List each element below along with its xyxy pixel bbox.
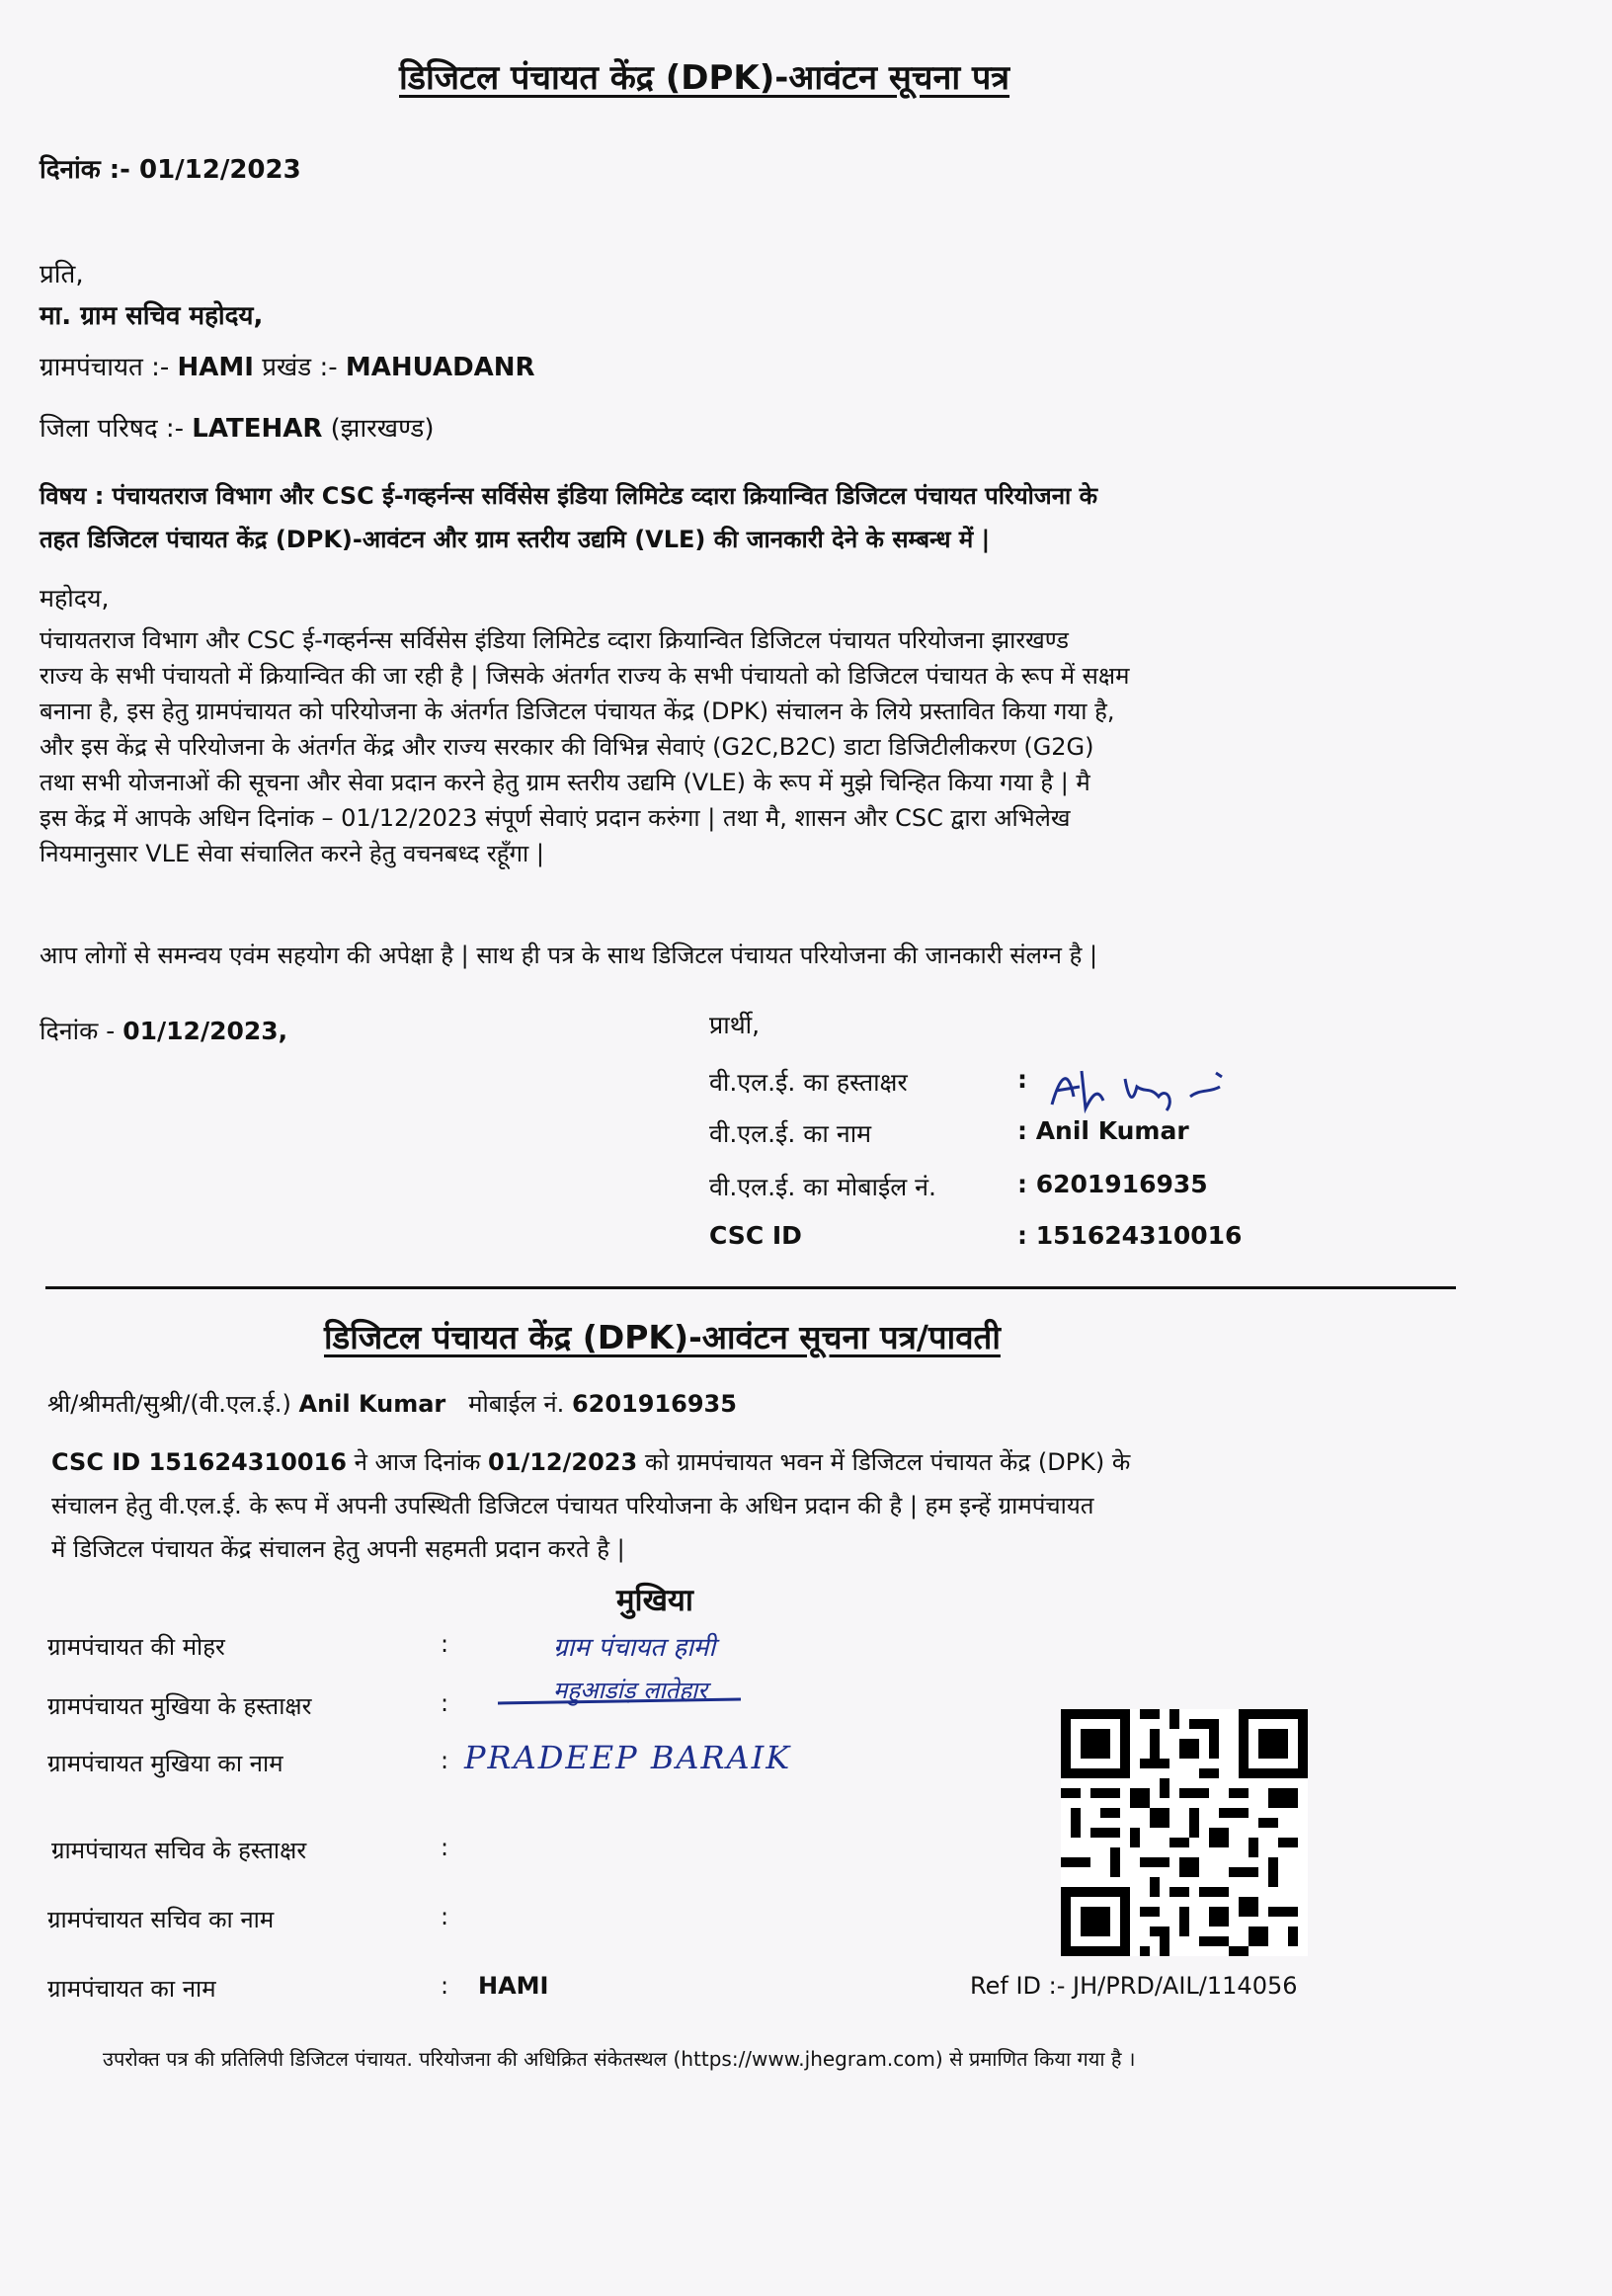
ref-id: Ref ID :- JH/PRD/AIL/114056 [970,1972,1298,2000]
qr-code [1061,1709,1308,1956]
vle-signature-label: वी.एल.ई. का हस्ताक्षर [709,1068,908,1097]
colon: : [441,1903,449,1930]
salutation: मा. ग्राम सचिव महोदय, [40,301,264,331]
block-value: MAHUADANR [345,353,535,382]
gp-name-value: HAMI [478,1972,549,2000]
greeting: महोदय, [40,584,110,613]
receipt-mobile-value: 6201916935 [571,1390,737,1418]
body-line: नियमानुसार VLE सेवा संचालित करने हेतु वचनबध्द रहूँगा | [40,840,544,867]
letter-date [40,150,301,186]
vle-name-value: : Anil Kumar [1017,1116,1189,1145]
subject-line-1: विषय : पंचायतराज विभाग और CSC ई-गव्हर्नन्स सर्विसेस इंडिया लिमिटेड व्दारा क्रियान्वित डिजिटल पंचायत परियोजना के [40,482,1098,510]
body-line: पंचायतराज विभाग और CSC ई-गव्हर्नन्स सर्विसेस इंडिया लिमिटेड व्दारा क्रियान्वित डिजिटल पंचायत परियोजना झारखण्ड [40,626,1070,654]
sachiv-name-label: ग्रामपंचायत सचिव का नाम [47,1906,275,1933]
gp-stamp-line-2: महुआडांड़ लातेहार [553,1677,708,1704]
vle-signature-sep: : [1017,1065,1027,1094]
body-line: तथा सभी योजनाओं की सूचना और सेवा प्रदान करने हेतु ग्राम स्तरीय उद्यमि (VLE) के रूप में मुझे चिन्हित किया गया है | मै [40,769,1090,796]
block-label: प्रखंड :- [262,353,338,382]
sign-date [40,1014,287,1047]
sachiv-sign-label: ग्रामपंचायत सचिव के हस्ताक्षर [51,1837,307,1864]
letter-title: डिजिटल पंचायत केंद्र (DPK)-आवंटन सूचना पत्र [399,58,1010,98]
footer-note: उपरोक्त पत्र की प्रतिलिपी डिजिटल पंचायत. परियोजना की अधिक्रित संकेतस्थल (https://www.jhegram.com) से प्रमाणित किया गया है । [103,2047,1136,2071]
closing-line: आप लोगों से समन्वय एवंम सहयोग की अपेक्षा है | साथ ही पत्र के साथ डिजिटल पंचायत परियोजना की जानकारी संलग्न है | [40,942,1098,969]
mukhiya-name-handwritten: PRADEEP BARAIK [464,1739,792,1776]
recipient-gp-block [40,348,535,383]
csc-id-label: CSC ID [709,1221,802,1250]
receipt-text: ने आज दिनांक [354,1448,481,1476]
vle-name-label: वी.एल.ई. का नाम [709,1119,872,1148]
gp-value: HAMI [177,353,254,382]
mukhiya-signature-stroke [494,1689,751,1713]
vle-signature [1042,1057,1289,1116]
body-line: और इस केंद्र से परियोजना के अंतर्गत केंद्र और राज्य सरकार की विभिन्न सेवाएं (G2C,B2C) डाटा डिजिटीलीकरण (G2G) [40,733,1094,761]
receipt-csc-id: CSC ID 151624310016 [51,1448,347,1476]
mukhiya-name-label: ग्रामपंचायत मुखिया का नाम [47,1750,283,1777]
subject-line-2: तहत डिजिटल पंचायत केंद्र (DPK)-आवंटन और ग्राम स्तरीय उद्यमि (VLE) की जानकारी देने के सम्बन्ध में | [40,526,991,553]
mukhiya-sign-label: ग्रामपंचायत मुखिया के हस्ताक्षर [47,1692,312,1720]
receipt-text: को ग्रामपंचायत भवन में डिजिटल पंचायत केंद्र (DPK) के [644,1448,1131,1476]
section-divider [45,1286,1456,1289]
body-line: इस केंद्र में आपके अधिन दिनांक – 01/12/2023 संपूर्ण सेवाएं प्रदान करुंगा | तथा मै, शासन और CSC द्वारा अभिलेख [40,804,1071,832]
district-value: LATEHAR [192,414,323,444]
body-paragraph [40,622,1129,871]
vle-mobile-label: वी.एल.ई. का मोबाईल नं. [709,1173,937,1201]
colon: : [441,1689,449,1717]
receipt-vle-name: Anil Kumar [298,1390,446,1418]
receipt-line-2: संचालन हेतु वी.एल.ई. के रूप में अपनी उपस्थिती डिजिटल पंचायत परियोजना के अधिन प्रदान की है | हम इन्हें ग्रामपंचायत [51,1492,1094,1519]
gp-label: ग्रामपंचायत :- [40,353,170,382]
date-value: 01/12/2023 [138,155,301,185]
state: (झारखण्ड) [330,414,435,444]
district-label: जिला परिषद :- [40,414,185,444]
receipt-paragraph [51,1440,1130,1571]
colon: : [441,1834,449,1861]
mukhiya-heading: मुखिया [616,1583,693,1618]
applicant-label: प्रार्थी, [709,1011,761,1039]
receipt-line-1 [51,1440,1130,1484]
colon: : [441,1747,449,1774]
body-line: राज्य के सभी पंचायतो में क्रियान्वित की जा रही है | जिसके अंतर्गत राज्य के सभी पंचायतो को डिजिटल पंचायत के रूप में सक्षम [40,662,1130,690]
seal-label: ग्रामपंचायत की मोहर [47,1633,225,1661]
sign-date-value: 01/12/2023, [122,1017,288,1045]
receipt-title: डिजिटल पंचायत केंद्र (DPK)-आवंटन सूचना पत्र/पावती [324,1318,1001,1356]
receipt-line-3: में डिजिटल पंचायत केंद्र संचालन हेतु अपनी सहमती प्रदान करते है | [51,1535,625,1563]
date-label: दिनांक :- [40,155,130,185]
sign-date-label: दिनांक - [40,1017,116,1045]
receipt-vle-line [47,1387,737,1420]
gp-name-label: ग्रामपंचायत का नाम [47,1975,216,2003]
vle-prefix: श्री/श्रीमती/सुश्री/(वी.एल.ई.) [47,1390,291,1418]
prati: प्रति, [40,260,84,289]
subject [40,474,1097,561]
colon: : [441,1972,449,2000]
body-line: बनाना है, इस हेतु ग्रामपंचायत को परियोजना के अंतर्गत डिजिटल पंचायत केंद्र (DPK) संचालन के लिये प्रस्तावित किया गया है, [40,697,1115,725]
colon: : [441,1630,449,1658]
vle-mobile-value: : 6201916935 [1017,1170,1208,1198]
csc-id-value: : 151624310016 [1017,1221,1243,1250]
receipt-date: 01/12/2023 [488,1448,638,1476]
receipt-mobile-label: मोबाईल नं. [468,1390,565,1418]
gp-stamp-line-1: ग्राम पंचायत हामी [553,1633,716,1663]
recipient-district [40,409,434,445]
